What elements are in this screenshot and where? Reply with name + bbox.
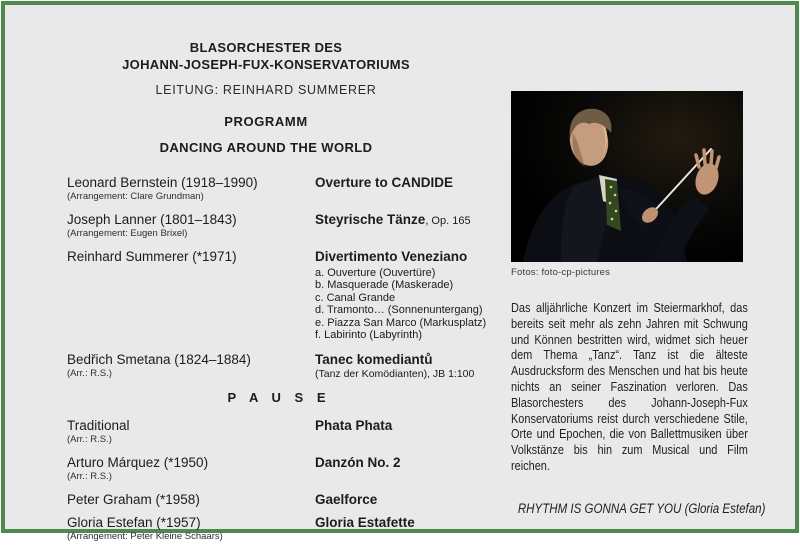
- info-column: [511, 91, 766, 516]
- piece-title: Divertimento Veneziano: [315, 249, 468, 264]
- pause-label: P A U S E: [227, 390, 331, 406]
- theme-heading: DANCING AROUND THE WORLD: [159, 140, 373, 155]
- movement-item: d. Tramonto… (Sonnenuntergang): [315, 304, 483, 317]
- arrangement-note: (Arrangement: Clare Grundman): [67, 191, 204, 202]
- composer-name: Gloria Estefan (*1957): [67, 515, 201, 531]
- program-row: [67, 492, 491, 508]
- piece-title: Overture to CANDIDE: [315, 175, 454, 190]
- composer-cell: [67, 175, 315, 203]
- program-list: [41, 175, 491, 543]
- composer-name: Traditional: [67, 418, 130, 434]
- composer-cell: [67, 515, 315, 543]
- piece-title: Gaelforce: [315, 492, 378, 508]
- program-row: [67, 515, 491, 543]
- piece-title: Gloria Estafette: [315, 515, 415, 531]
- photo-caption: Fotos: foto-cp-pictures: [511, 267, 611, 278]
- piece-title: [315, 212, 491, 229]
- composer-name: Leonard Bernstein (1918–1990): [67, 175, 258, 190]
- program-row: [67, 352, 491, 381]
- conductor-line: LEITUNG: REINHARD SUMMERER: [155, 83, 377, 97]
- program-row: [67, 455, 491, 483]
- piece-cell: [315, 455, 491, 483]
- arrangement-note: (Arr.: R.S.): [67, 471, 112, 483]
- piece-title: Tanec komediantů: [315, 352, 433, 368]
- piece-cell: [315, 492, 491, 508]
- orchestra-title-line1: BLASORCHESTER DES: [189, 40, 343, 55]
- composer-name: Joseph Lanner (1801–1843): [67, 212, 237, 227]
- program-row: [67, 418, 491, 446]
- composer-cell: [67, 249, 315, 343]
- movement-item: c. Canal Grande: [315, 291, 396, 304]
- orchestra-title-line2: JOHANN-JOSEPH-FUX-KONSERVATORIUMS: [122, 57, 410, 72]
- piece-title: Phata Phata: [315, 418, 393, 434]
- piece-title: Danzón No. 2: [315, 455, 401, 471]
- composer-name: Peter Graham (*1958): [67, 492, 200, 508]
- program-column: [41, 39, 491, 552]
- composer-name: Arturo Márquez (*1950): [67, 455, 209, 471]
- composer-cell: [67, 455, 315, 483]
- program-page: [1, 1, 799, 543]
- composer-cell: [67, 212, 315, 240]
- program-row: [67, 249, 491, 343]
- piece-cell: [315, 515, 491, 543]
- arrangement-note: (Arr.: R.S.): [67, 368, 112, 380]
- composer-name: Bedřich Smetana (1824–1884): [67, 352, 251, 368]
- program-row: [67, 175, 491, 203]
- piece-cell: [315, 352, 491, 381]
- piece-cell: [315, 418, 491, 446]
- arrangement-note: (Arr.: R.S.): [67, 434, 112, 446]
- piece-opus: , Op. 165: [425, 215, 471, 227]
- piece-cell: [315, 175, 491, 203]
- page-header: [41, 39, 491, 155]
- program-row: [67, 212, 491, 240]
- movement-item: f. Labirinto (Labyrinth): [315, 329, 422, 342]
- piece-cell: [315, 249, 491, 343]
- composer-cell: [67, 352, 315, 381]
- movement-item: a. Ouverture (Ouvertüre): [315, 267, 436, 279]
- piece-title-text: Steyrische Tänze: [315, 212, 426, 227]
- article-text: Das alljährliche Konzert im Steiermarkhof, das bereits seit mehr als zehn Jahren mit Schwung und Können bestritten wird, widmet sich heuer dem Thema „Tanz“. Tanz ist die älteste Ausdrucksform des Menschen und hat bis heute nichts an seiner Faszination verloren. Das Blasorchesters des Johann-Joseph-Fux Konservatoriums reist durch verschiedene Stile, Orte und Epochen, die von Ballettmusiken über Volkstänze bis hin zum Musical und Film reichen.: [511, 300, 748, 473]
- arrangement-note: (Arrangement: Eugen Brixel): [67, 228, 188, 239]
- piece-cell: [315, 212, 491, 240]
- composer-cell: [67, 418, 315, 446]
- movement-item: b. Masquerade (Maskerade): [315, 279, 454, 292]
- movement-item: e. Piazza San Marco (Markusplatz): [315, 316, 487, 329]
- composer-cell: [67, 492, 315, 508]
- quote-line: RHYTHM IS GONNA GET YOU (Gloria Estefan): [517, 500, 766, 516]
- composer-name: Reinhard Summerer (*1971): [67, 249, 237, 264]
- arrangement-note: (Arrangement: Peter Kleine Schaars): [67, 531, 223, 543]
- programm-heading: PROGRAMM: [224, 114, 308, 129]
- piece-subtitle: (Tanz der Komödianten), JB 1:100: [315, 368, 475, 381]
- conductor-photo: [511, 91, 743, 262]
- movement-list: [315, 267, 491, 341]
